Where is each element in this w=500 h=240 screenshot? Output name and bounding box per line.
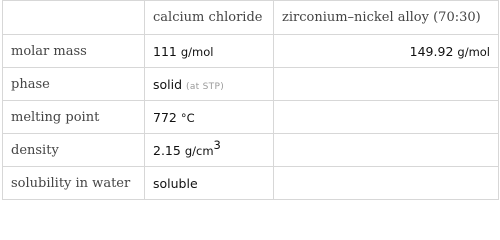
phase-note: (at STP) bbox=[186, 81, 225, 92]
solubility-calcium-chloride: soluble bbox=[145, 167, 274, 200]
molar-mass-alloy-unit: g/mol bbox=[457, 44, 490, 59]
table-row-melting-point bbox=[3, 101, 499, 134]
table-row-phase bbox=[3, 68, 499, 101]
header-row bbox=[3, 1, 499, 35]
row-label-molar-mass: molar mass bbox=[3, 35, 145, 68]
molar-mass-value: 111 bbox=[153, 43, 177, 59]
phase-value: solid bbox=[153, 76, 183, 92]
melting-point-calcium-chloride bbox=[145, 101, 274, 134]
header-zirconium-nickel-alloy: zirconium–nickel alloy (70:30) bbox=[274, 1, 499, 35]
row-label-solubility: solubility in water bbox=[3, 167, 145, 200]
melting-point-unit: °C bbox=[180, 110, 195, 125]
table-row-solubility bbox=[3, 167, 499, 200]
density-unit: g/cm bbox=[184, 143, 214, 158]
molar-mass-calcium-chloride bbox=[145, 35, 274, 68]
molar-mass-unit: g/mol bbox=[180, 44, 214, 59]
melting-point-alloy bbox=[274, 101, 499, 134]
phase-alloy bbox=[274, 68, 499, 101]
density-calcium-chloride bbox=[145, 134, 274, 167]
header-calcium-chloride: calcium chloride bbox=[145, 1, 274, 35]
row-label-phase: phase bbox=[3, 68, 145, 101]
row-label-melting-point: melting point bbox=[3, 101, 145, 134]
density-unit-exponent: 3 bbox=[213, 137, 221, 152]
phase-calcium-chloride bbox=[145, 68, 274, 101]
melting-point-value: 772 bbox=[153, 109, 177, 125]
molar-mass-alloy-value: 149.92 bbox=[409, 43, 454, 59]
row-label-density: density bbox=[3, 134, 145, 167]
properties-table bbox=[2, 0, 499, 200]
solubility-alloy bbox=[274, 167, 499, 200]
density-value: 2.15 bbox=[153, 142, 181, 158]
table-row-molar-mass bbox=[3, 35, 499, 68]
table-row-density bbox=[3, 134, 499, 167]
density-alloy bbox=[274, 134, 499, 167]
header-corner-cell bbox=[3, 1, 145, 35]
molar-mass-alloy bbox=[274, 35, 499, 68]
